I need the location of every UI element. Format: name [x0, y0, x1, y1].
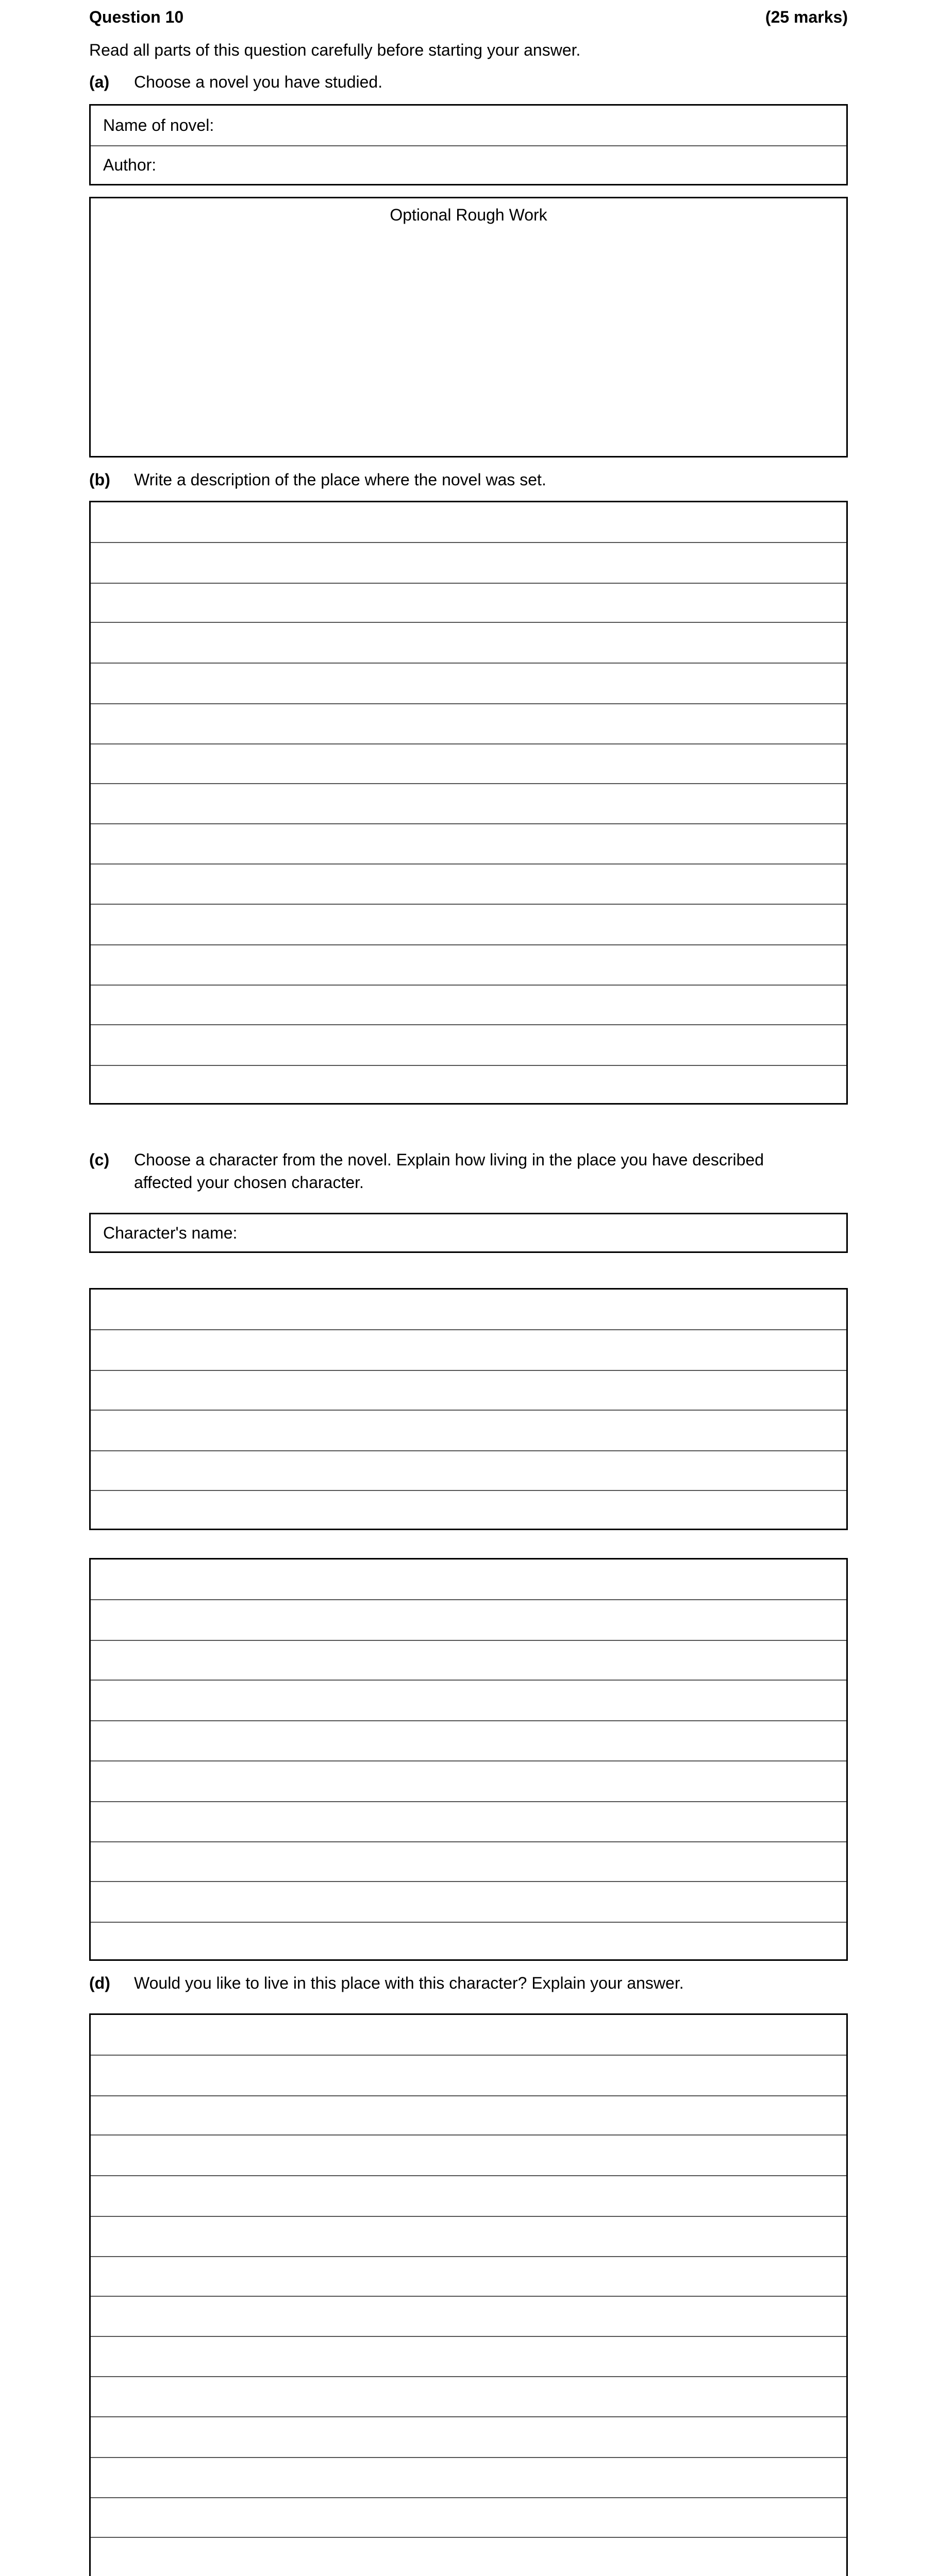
novel-details-box: [89, 104, 848, 185]
answer-line[interactable]: [91, 704, 846, 744]
part-b-prompt: Write a description of the place where the novel was set.: [134, 470, 546, 489]
answer-line[interactable]: [91, 824, 846, 865]
part-c-answer-box-2: [89, 1558, 848, 1961]
answer-line[interactable]: [91, 1451, 846, 1491]
answer-line[interactable]: [91, 2297, 846, 2337]
character-name-label: Character's name:: [103, 1223, 238, 1242]
part-a-label: (a): [89, 73, 110, 91]
answer-line[interactable]: [91, 2257, 846, 2297]
answer-line[interactable]: [91, 2417, 846, 2458]
answer-line[interactable]: [91, 2458, 846, 2498]
answer-line[interactable]: [91, 1721, 846, 1761]
part-c-label: (c): [89, 1150, 110, 1169]
answer-line[interactable]: [91, 1411, 846, 1451]
part-c-prompt-line2: affected your chosen character.: [134, 1173, 364, 1192]
character-name-box: [89, 1213, 848, 1253]
answer-line[interactable]: [91, 1641, 846, 1681]
answer-line[interactable]: [91, 584, 846, 623]
answer-line[interactable]: [91, 865, 846, 905]
answer-line[interactable]: [91, 2176, 846, 2217]
author-field[interactable]: [91, 146, 846, 184]
answer-line[interactable]: [91, 1025, 846, 1066]
author-label: Author:: [103, 156, 157, 174]
part-c-answer-box-1: [89, 1288, 848, 1530]
part-d-prompt: Would you like to live in this place with this character? Explain your answer.: [134, 1974, 684, 1992]
answer-line[interactable]: [91, 1600, 846, 1641]
answer-line[interactable]: [91, 1681, 846, 1721]
rough-work-title: Optional Rough Work: [390, 206, 547, 224]
answer-line[interactable]: [91, 1066, 846, 1103]
part-b-answer-box: [89, 501, 848, 1105]
answer-line[interactable]: [91, 623, 846, 664]
part-c-prompt-line1: Choose a character from the novel. Explain how living in the place you have described: [134, 1150, 764, 1169]
answer-line[interactable]: [91, 1330, 846, 1371]
answer-line[interactable]: [91, 744, 846, 784]
marks-label: (25 marks): [765, 8, 848, 26]
answer-line[interactable]: [91, 1290, 846, 1330]
answer-line[interactable]: [91, 2056, 846, 2096]
answer-line[interactable]: [91, 2015, 846, 2056]
answer-line[interactable]: [91, 2136, 846, 2176]
answer-line[interactable]: [91, 502, 846, 543]
answer-line[interactable]: [91, 1802, 846, 1842]
instructions-text: Read all parts of this question carefully before starting your answer.: [89, 41, 581, 59]
answer-line[interactable]: [91, 1882, 846, 1923]
answer-line[interactable]: [91, 1842, 846, 1882]
answer-line[interactable]: [91, 2096, 846, 2136]
part-b-label: (b): [89, 470, 110, 489]
answer-line[interactable]: [91, 905, 846, 945]
part-a-prompt: Choose a novel you have studied.: [134, 73, 383, 91]
rough-work-box[interactable]: [89, 197, 848, 457]
answer-line[interactable]: [91, 1560, 846, 1600]
answer-line[interactable]: [91, 2377, 846, 2417]
answer-line[interactable]: [91, 2538, 846, 2576]
answer-line[interactable]: [91, 543, 846, 584]
answer-line[interactable]: [91, 1371, 846, 1411]
part-d-label: (d): [89, 1974, 110, 1992]
answer-line[interactable]: [91, 945, 846, 986]
novel-name-field[interactable]: [91, 106, 846, 146]
answer-line[interactable]: [91, 1761, 846, 1802]
answer-line[interactable]: [91, 2217, 846, 2257]
answer-line[interactable]: [91, 986, 846, 1025]
answer-line[interactable]: [91, 1923, 846, 1959]
novel-name-label: Name of novel:: [103, 116, 214, 134]
answer-line[interactable]: [91, 2337, 846, 2377]
answer-line[interactable]: [91, 784, 846, 824]
answer-line[interactable]: [91, 1491, 846, 1529]
answer-line[interactable]: [91, 664, 846, 704]
answer-line[interactable]: [91, 2498, 846, 2538]
question-title: Question 10: [89, 8, 184, 26]
character-name-field[interactable]: [91, 1214, 846, 1251]
part-d-answer-box: [89, 2013, 848, 2576]
